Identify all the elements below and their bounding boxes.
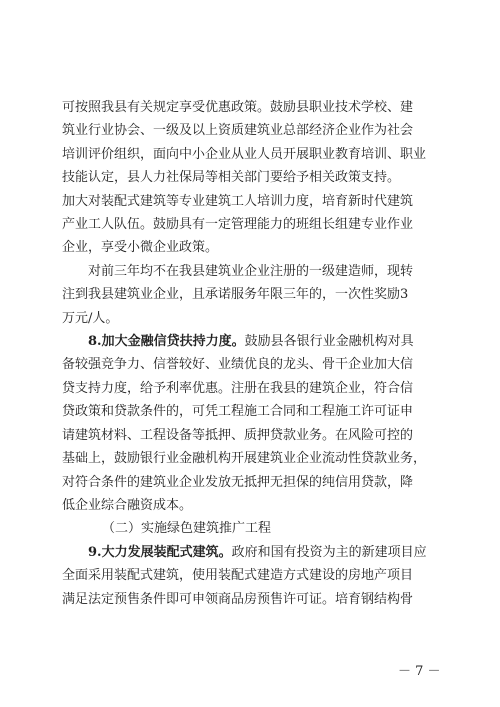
item-heading: 8.加大金融信贷扶持力度。 — [88, 334, 245, 350]
text-line: 满足法定预售条件即可申领商品房预售许可证。培育钢结构骨 — [62, 591, 414, 607]
section-heading: （二）实施绿色建筑推广工程 — [102, 521, 272, 537]
text-line: 可按照我县有关规定享受优惠政策。鼓励县职业技术学校、建 — [62, 100, 414, 115]
text-line: 企业，享受小微企业政策。 — [62, 240, 219, 256]
text-line: 基础上，鼓励银行业金融机构开展建筑业企业流动性贷款业务， — [62, 451, 427, 467]
text-line: 对符合条件的建筑业企业发放无抵押无担保的纯信用贷款，降 — [62, 474, 414, 490]
text-line: 贷政策和贷款条件的，可凭工程施工合同和工程施工许可证申 — [62, 404, 414, 420]
text-line: 全面采用装配式建筑，使用装配式建造方式建设的房地产项目 — [62, 568, 414, 584]
text-line: 请建筑材料、工程设备等抵押、质押贷款业务。在风险可控的 — [62, 427, 414, 443]
body-text — [62, 96, 448, 611]
text-line: 筑业行业协会、一级及以上资质建筑业总部经济企业作为社会 — [62, 123, 414, 139]
text-line: 低企业综合融资成本。 — [62, 497, 193, 513]
text-line: 对前三年均不在我县建筑业企业注册的一级建造师，现转 — [88, 263, 414, 279]
text-line: 加大对装配式建筑等专业建筑工人培训力度，培育新时代建筑 — [62, 193, 414, 209]
item-heading: 9.大力发展装配式建筑。 — [88, 544, 232, 560]
text-line: 备较强竞争力、信誉较好、业绩优良的龙头、骨干企业加大信 — [62, 357, 414, 373]
text-line: 8.加大金融信贷扶持力度。鼓励县各银行业金融机构对具 — [88, 334, 414, 350]
text-line: 贷支持力度，给予利率优惠。注册在我县的建筑企业，符合信 — [62, 380, 414, 396]
text-line: 注到我县建筑业企业，且承诺服务年限三年的，一次性奖励3 — [62, 287, 409, 303]
text-line: 技能认定，县人力社保局等相关部门要给予相关政策支持。 — [62, 170, 401, 186]
text-line: 产业工人队伍。鼓励具有一定管理能力的班组长组建专业作业 — [62, 217, 414, 233]
text-line: 9.大力发展装配式建筑。政府和国有投资为主的新建项目应 — [88, 544, 427, 560]
text-line: 万元/人。 — [62, 310, 119, 326]
page-number: － 7 － — [398, 664, 441, 679]
text-line: 培训评价组织，面向中小企业从业人员开展职业教育培训、职业 — [62, 146, 427, 162]
